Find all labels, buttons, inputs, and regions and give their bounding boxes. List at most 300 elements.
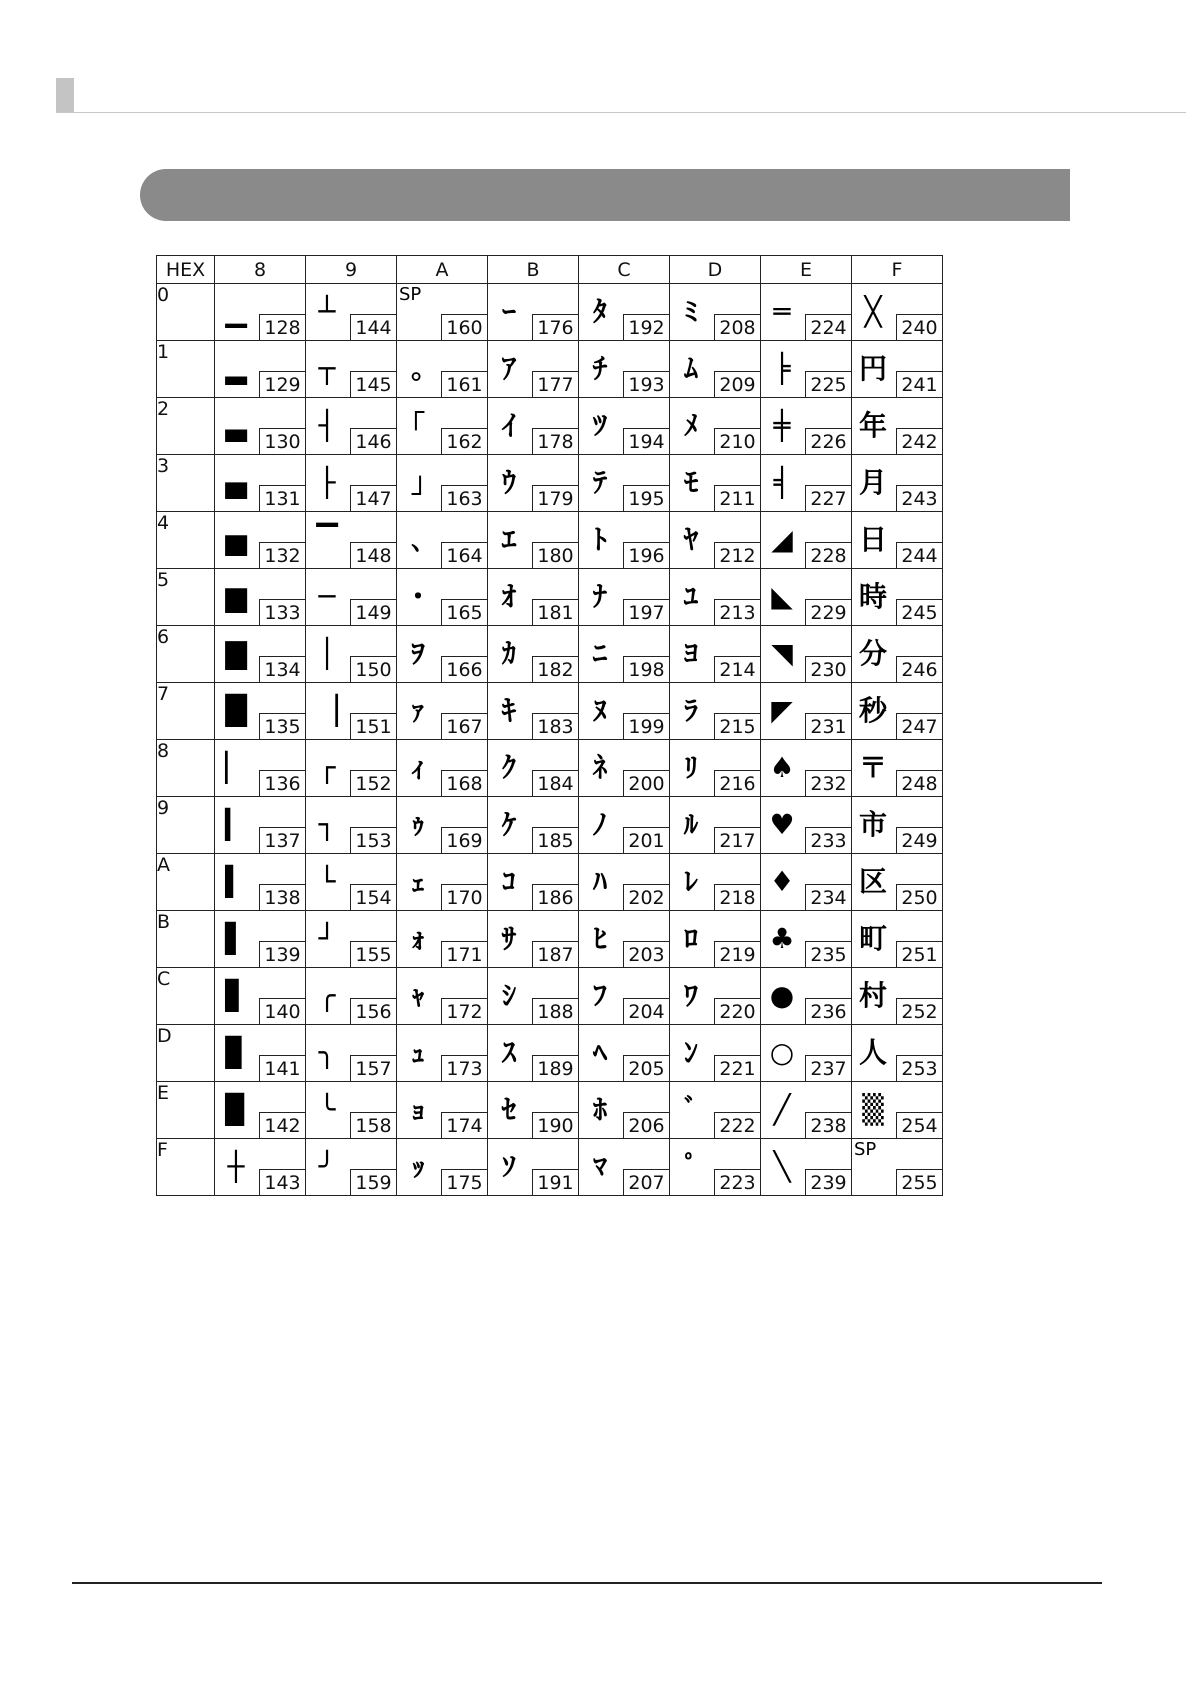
character-cell	[852, 1139, 943, 1196]
decimal-code: 238	[805, 1112, 851, 1138]
character-glyph: ｢	[410, 409, 425, 442]
decimal-code: 239	[805, 1169, 851, 1195]
character-glyph: 日	[858, 523, 887, 556]
character-cell	[761, 1139, 852, 1196]
decimal-code: 242	[896, 428, 942, 454]
character-glyph: ◥	[771, 637, 793, 670]
character-glyph: ｲ	[501, 409, 516, 442]
character-glyph: 人	[858, 1036, 887, 1069]
character-cell	[397, 284, 488, 341]
character-glyph: └	[318, 865, 336, 898]
table-row	[157, 455, 943, 512]
character-cell	[761, 569, 852, 626]
row-header: 6	[157, 626, 215, 683]
table-header-row	[157, 256, 943, 284]
decimal-code: 205	[623, 1055, 669, 1081]
character-cell	[397, 1025, 488, 1082]
character-cell	[761, 455, 852, 512]
character-cell	[579, 911, 670, 968]
character-cell	[670, 797, 761, 854]
character-cell	[761, 341, 852, 398]
table-row	[157, 1139, 943, 1196]
decimal-code: 243	[896, 485, 942, 511]
character-glyph: ┴	[318, 295, 336, 328]
row-header: 2	[157, 398, 215, 455]
decimal-code: 197	[623, 599, 669, 625]
character-glyph: ╪	[773, 409, 791, 442]
column-header: C	[579, 256, 670, 284]
decimal-code: 185	[532, 827, 578, 853]
character-glyph: ﾄ	[592, 523, 607, 556]
character-glyph: ﾂ	[592, 409, 607, 442]
character-glyph: ┘	[318, 922, 336, 955]
decimal-code: 255	[896, 1169, 942, 1195]
character-cell	[215, 854, 306, 911]
column-header: 8	[215, 256, 306, 284]
character-cell	[215, 911, 306, 968]
character-cell	[488, 341, 579, 398]
character-cell	[852, 398, 943, 455]
decimal-code: 254	[896, 1112, 942, 1138]
decimal-code: 184	[532, 770, 578, 796]
character-cell	[397, 626, 488, 683]
column-header: B	[488, 256, 579, 284]
character-cell	[852, 512, 943, 569]
character-cell	[306, 1139, 397, 1196]
decimal-code: 192	[623, 314, 669, 340]
table-row	[157, 854, 943, 911]
character-cell	[579, 854, 670, 911]
decimal-code: 144	[350, 314, 396, 340]
character-cell	[306, 911, 397, 968]
character-cell	[761, 683, 852, 740]
character-glyph: ▉	[225, 1093, 247, 1126]
decimal-code: 142	[259, 1112, 305, 1138]
table-row	[157, 968, 943, 1025]
character-cell	[306, 683, 397, 740]
character-glyph: ﾟ	[683, 1150, 698, 1183]
decimal-code: 219	[714, 941, 760, 967]
decimal-code: 227	[805, 485, 851, 511]
column-header: 9	[306, 256, 397, 284]
row-header: 5	[157, 569, 215, 626]
decimal-code: 234	[805, 884, 851, 910]
character-cell	[579, 626, 670, 683]
decimal-code: 159	[350, 1169, 396, 1195]
decimal-code: 190	[532, 1112, 578, 1138]
character-cell	[579, 398, 670, 455]
character-glyph: ｵ	[501, 580, 516, 613]
decimal-code: 198	[623, 656, 669, 682]
character-glyph: 年	[858, 409, 887, 442]
character-glyph: ｼ	[501, 979, 516, 1012]
table-body	[157, 284, 943, 1196]
decimal-code: 217	[714, 827, 760, 853]
character-glyph: ﾘ	[683, 751, 698, 784]
character-glyph: ｻ	[501, 922, 516, 955]
character-cell	[397, 455, 488, 512]
character-glyph: ◣	[771, 580, 793, 613]
decimal-code: 179	[532, 485, 578, 511]
character-glyph: ╭	[318, 979, 336, 1012]
decimal-code: 225	[805, 371, 851, 397]
decimal-code: 151	[350, 713, 396, 739]
column-header: E	[761, 256, 852, 284]
decimal-code: 128	[259, 314, 305, 340]
character-glyph: ､	[410, 523, 425, 556]
decimal-code: 223	[714, 1169, 760, 1195]
character-glyph: ｽ	[501, 1036, 516, 1069]
character-glyph: ｫ	[410, 922, 425, 955]
character-cell	[488, 284, 579, 341]
section-marker	[56, 78, 74, 112]
decimal-code: 196	[623, 542, 669, 568]
decimal-code: 253	[896, 1055, 942, 1081]
decimal-code: 143	[259, 1169, 305, 1195]
character-cell	[852, 683, 943, 740]
character-cell	[670, 854, 761, 911]
character-cell	[852, 455, 943, 512]
character-cell	[397, 911, 488, 968]
character-cell	[215, 512, 306, 569]
character-cell	[488, 740, 579, 797]
decimal-code: 250	[896, 884, 942, 910]
character-glyph: ╱	[773, 1093, 791, 1126]
column-header: F	[852, 256, 943, 284]
decimal-code: 189	[532, 1055, 578, 1081]
decimal-code: 156	[350, 998, 396, 1024]
character-glyph: ▅	[225, 523, 247, 556]
character-cell	[761, 1025, 852, 1082]
character-cell	[852, 797, 943, 854]
character-glyph: 〒	[858, 751, 887, 784]
character-glyph: ﾚ	[683, 865, 698, 898]
character-cell	[215, 398, 306, 455]
character-glyph: ▍	[225, 865, 247, 898]
table-row	[157, 683, 943, 740]
character-cell	[488, 398, 579, 455]
row-header: 9	[157, 797, 215, 854]
decimal-code: 178	[532, 428, 578, 454]
decimal-code: 230	[805, 656, 851, 682]
character-glyph: ♥	[769, 808, 795, 841]
character-cell	[488, 512, 579, 569]
character-cell	[306, 626, 397, 683]
character-glyph: ﾁ	[592, 352, 607, 385]
character-glyph: ｶ	[501, 637, 516, 670]
character-glyph: ◢	[771, 523, 793, 556]
character-glyph: ═	[773, 295, 791, 328]
character-glyph: ﾖ	[683, 637, 698, 670]
character-cell	[397, 341, 488, 398]
decimal-code: 207	[623, 1169, 669, 1195]
decimal-code: 137	[259, 827, 305, 853]
character-cell	[488, 683, 579, 740]
character-glyph: ｹ	[501, 808, 516, 841]
row-header: 0	[157, 284, 215, 341]
character-glyph: ﾒ	[683, 409, 698, 442]
character-glyph: ﾞ	[683, 1093, 698, 1126]
row-header: 1	[157, 341, 215, 398]
decimal-code: 226	[805, 428, 851, 454]
table-row	[157, 512, 943, 569]
character-glyph: 町	[858, 922, 887, 955]
decimal-code: 246	[896, 656, 942, 682]
character-cell	[215, 284, 306, 341]
character-glyph: ﾉ	[592, 808, 607, 841]
decimal-code: 233	[805, 827, 851, 853]
decimal-code: 145	[350, 371, 396, 397]
character-cell	[215, 797, 306, 854]
table-row	[157, 569, 943, 626]
decimal-code: 180	[532, 542, 578, 568]
character-glyph: ﾛ	[683, 922, 698, 955]
character-cell	[397, 968, 488, 1025]
decimal-code: 152	[350, 770, 396, 796]
decimal-code: 131	[259, 485, 305, 511]
character-cell	[397, 512, 488, 569]
table-row	[157, 284, 943, 341]
character-cell	[488, 797, 579, 854]
character-glyph: ﾈ	[592, 751, 607, 784]
character-cell	[488, 569, 579, 626]
character-glyph: ╞	[773, 352, 791, 385]
character-glyph: ▂	[225, 352, 247, 385]
decimal-code: 173	[441, 1055, 487, 1081]
decimal-code: 174	[441, 1112, 487, 1138]
character-glyph: ﾊ	[592, 865, 607, 898]
character-glyph: ╮	[318, 1036, 336, 1069]
character-cell	[306, 854, 397, 911]
character-glyph: 市	[858, 808, 887, 841]
character-glyph: ▒	[862, 1093, 884, 1126]
character-cell	[215, 341, 306, 398]
character-glyph: ｷ	[501, 694, 516, 727]
character-glyph: ﾔ	[683, 523, 698, 556]
character-glyph: ｦ	[410, 637, 425, 670]
decimal-code: 136	[259, 770, 305, 796]
decimal-code: 224	[805, 314, 851, 340]
decimal-code: 241	[896, 371, 942, 397]
character-cell	[579, 1082, 670, 1139]
decimal-code: 231	[805, 713, 851, 739]
character-glyph: 村	[858, 979, 887, 1012]
character-cell	[852, 341, 943, 398]
decimal-code: 237	[805, 1055, 851, 1081]
character-cell	[397, 569, 488, 626]
character-cell	[670, 626, 761, 683]
character-glyph: ｾ	[501, 1093, 516, 1126]
character-glyph: ╡	[773, 466, 791, 499]
character-glyph: ╲	[773, 1150, 791, 1183]
character-cell	[488, 911, 579, 968]
character-glyph: ▃	[225, 409, 247, 442]
decimal-code: 213	[714, 599, 760, 625]
row-header: 7	[157, 683, 215, 740]
character-glyph: ｰ	[501, 295, 516, 328]
character-glyph: ｮ	[410, 1093, 425, 1126]
character-glyph: ｯ	[410, 1150, 425, 1183]
decimal-code: 201	[623, 827, 669, 853]
decimal-code: 130	[259, 428, 305, 454]
decimal-code: 170	[441, 884, 487, 910]
decimal-code: 160	[441, 314, 487, 340]
decimal-code: 249	[896, 827, 942, 853]
character-cell	[761, 968, 852, 1025]
decimal-code: 195	[623, 485, 669, 511]
character-cell	[670, 683, 761, 740]
character-glyph: ﾌ	[592, 979, 607, 1012]
decimal-code: 134	[259, 656, 305, 682]
character-cell	[306, 740, 397, 797]
decimal-code: 229	[805, 599, 851, 625]
table-row	[157, 1082, 943, 1139]
decimal-code: 211	[714, 485, 760, 511]
character-glyph: ｪ	[410, 865, 425, 898]
character-cell	[215, 683, 306, 740]
decimal-code: 139	[259, 941, 305, 967]
character-cell	[670, 1025, 761, 1082]
character-glyph: ｴ	[501, 523, 516, 556]
decimal-code: 182	[532, 656, 578, 682]
character-glyph: ▏	[225, 751, 247, 784]
character-cell	[761, 797, 852, 854]
character-cell	[488, 968, 579, 1025]
character-cell	[579, 512, 670, 569]
character-glyph: ｧ	[410, 694, 425, 727]
character-cell	[579, 455, 670, 512]
character-cell	[852, 569, 943, 626]
table-row	[157, 740, 943, 797]
character-glyph: ｩ	[410, 808, 425, 841]
character-cell	[215, 740, 306, 797]
row-header: B	[157, 911, 215, 968]
character-glyph: ┬	[318, 352, 336, 385]
character-glyph: ﾆ	[592, 637, 607, 670]
character-cell	[215, 1025, 306, 1082]
decimal-code: 245	[896, 599, 942, 625]
character-glyph: ▊	[225, 1036, 247, 1069]
character-glyph: 月	[858, 466, 887, 499]
column-header: D	[670, 256, 761, 284]
character-glyph: ﾝ	[683, 1036, 698, 1069]
character-glyph: │	[318, 637, 336, 670]
character-cell	[761, 854, 852, 911]
character-glyph: ▕	[316, 694, 338, 727]
character-cell	[670, 1139, 761, 1196]
character-cell	[670, 284, 761, 341]
character-cell	[488, 854, 579, 911]
row-header: A	[157, 854, 215, 911]
header-rule	[56, 112, 1186, 113]
character-cell	[306, 341, 397, 398]
character-cell	[579, 968, 670, 1025]
character-cell	[306, 455, 397, 512]
character-cell	[306, 1082, 397, 1139]
character-cell	[397, 1082, 488, 1139]
character-glyph: 秒	[858, 694, 887, 727]
character-glyph: ｬ	[410, 979, 425, 1012]
decimal-code: 171	[441, 941, 487, 967]
decimal-code: 165	[441, 599, 487, 625]
character-glyph: ╳	[864, 295, 882, 328]
character-cell	[670, 512, 761, 569]
character-cell	[670, 455, 761, 512]
character-cell	[670, 911, 761, 968]
decimal-code: 129	[259, 371, 305, 397]
character-cell	[852, 626, 943, 683]
decimal-code: 235	[805, 941, 851, 967]
row-header: E	[157, 1082, 215, 1139]
decimal-code: 176	[532, 314, 578, 340]
character-cell	[397, 740, 488, 797]
character-cell	[670, 341, 761, 398]
decimal-code: 248	[896, 770, 942, 796]
character-cell	[579, 1139, 670, 1196]
character-cell	[579, 341, 670, 398]
decimal-code: 135	[259, 713, 305, 739]
row-header: F	[157, 1139, 215, 1196]
decimal-code: 153	[350, 827, 396, 853]
row-header: 4	[157, 512, 215, 569]
decimal-code: 146	[350, 428, 396, 454]
decimal-code: 164	[441, 542, 487, 568]
character-glyph: ﾜ	[683, 979, 698, 1012]
character-glyph: ▄	[225, 466, 247, 499]
character-cell	[488, 455, 579, 512]
row-header: 8	[157, 740, 215, 797]
decimal-code: 240	[896, 314, 942, 340]
decimal-code: 210	[714, 428, 760, 454]
decimal-code: 161	[441, 371, 487, 397]
character-cell	[852, 911, 943, 968]
decimal-code: 169	[441, 827, 487, 853]
character-cell	[215, 569, 306, 626]
character-cell	[488, 626, 579, 683]
decimal-code: 138	[259, 884, 305, 910]
character-cell	[670, 740, 761, 797]
character-glyph: ﾙ	[683, 808, 698, 841]
character-cell	[397, 854, 488, 911]
character-cell	[579, 797, 670, 854]
character-cell	[306, 398, 397, 455]
character-cell	[670, 398, 761, 455]
character-cell	[306, 284, 397, 341]
character-cell	[761, 398, 852, 455]
character-glyph: ﾐ	[683, 295, 698, 328]
decimal-code: 204	[623, 998, 669, 1024]
decimal-code: 154	[350, 884, 396, 910]
character-glyph: ▁	[225, 295, 247, 328]
decimal-code: 215	[714, 713, 760, 739]
character-glyph: ｨ	[410, 751, 425, 784]
character-cell	[397, 1139, 488, 1196]
decimal-code: 221	[714, 1055, 760, 1081]
decimal-code: 212	[714, 542, 760, 568]
decimal-code: 183	[532, 713, 578, 739]
table-row	[157, 626, 943, 683]
character-cell	[670, 968, 761, 1025]
character-glyph: ﾏ	[592, 1150, 607, 1183]
character-cell	[215, 968, 306, 1025]
character-glyph: ╯	[318, 1150, 336, 1183]
character-cell	[306, 968, 397, 1025]
decimal-code: 141	[259, 1055, 305, 1081]
decimal-code: 155	[350, 941, 396, 967]
decimal-code: 247	[896, 713, 942, 739]
decimal-code: 220	[714, 998, 760, 1024]
character-glyph: ﾃ	[592, 466, 607, 499]
